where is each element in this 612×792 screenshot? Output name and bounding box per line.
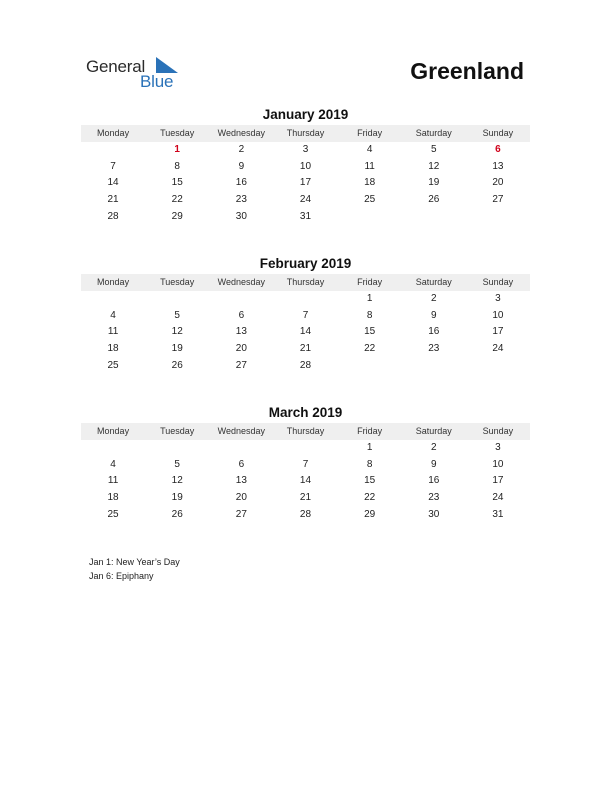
empty-day-cell (209, 440, 273, 457)
weekday-label: Friday (357, 426, 383, 436)
month-calendar-january (81, 106, 530, 225)
weekday-label: Friday (357, 277, 383, 287)
day-grid (81, 291, 530, 374)
weekday-label: Friday (357, 128, 383, 138)
holiday-notes (89, 555, 180, 583)
day-cell: 24 (299, 194, 312, 206)
empty-day-cell (402, 358, 466, 375)
empty-day-cell (145, 291, 209, 308)
empty-day-cell (402, 209, 466, 226)
day-cell: 16 (235, 177, 247, 189)
logo-triangle-icon (156, 57, 178, 73)
day-cell: 4 (110, 458, 116, 470)
day-cell: 23 (428, 492, 440, 504)
day-cell: 15 (171, 177, 183, 189)
day-cell: 7 (110, 160, 116, 172)
day-cell: 27 (235, 508, 247, 520)
weekday-label: Thursday (286, 426, 325, 436)
weekday-label: Tuesday (160, 128, 195, 138)
day-cell: 28 (299, 508, 312, 520)
day-cell: 24 (492, 343, 504, 355)
day-cell: 16 (428, 475, 440, 487)
day-cell: 15 (364, 326, 376, 338)
day-cell: 10 (492, 309, 504, 321)
day-cell: 19 (171, 343, 183, 355)
weekday-label: Saturday (415, 128, 452, 138)
weekday-label: Thursday (286, 277, 325, 287)
day-cell: 11 (107, 475, 119, 487)
day-grid (81, 142, 530, 225)
day-cell: 14 (107, 177, 119, 189)
day-cell: 22 (171, 194, 183, 206)
day-cell: 27 (235, 359, 247, 371)
month-title: February 2019 (259, 256, 352, 271)
day-cell: 21 (107, 194, 119, 206)
empty-day-cell (209, 291, 273, 308)
day-cell: 1 (366, 293, 373, 304)
day-cell: 10 (492, 458, 504, 470)
day-cell: 11 (107, 326, 119, 338)
day-cell: 7 (302, 309, 309, 321)
day-cell: 23 (235, 194, 247, 206)
day-cell: 31 (492, 508, 504, 520)
day-cell: 2 (238, 144, 245, 155)
logo-general-text: General (86, 57, 146, 76)
day-cell: 20 (235, 492, 247, 504)
day-cell: 12 (428, 160, 440, 172)
day-cell: 1 (366, 442, 373, 453)
day-cell: 3 (302, 144, 309, 155)
day-cell: 21 (299, 492, 312, 504)
day-cell: 16 (428, 326, 440, 338)
day-cell: 6 (495, 144, 501, 155)
day-cell: 30 (428, 508, 440, 520)
day-cell: 24 (492, 492, 504, 504)
logo-blue-text: Blue (140, 72, 174, 91)
empty-day-cell (81, 142, 145, 159)
day-cell: 23 (428, 343, 440, 355)
weekday-label: Sunday (482, 426, 514, 436)
weekday-label: Tuesday (160, 277, 195, 287)
day-cell: 25 (107, 508, 119, 520)
day-cell: 5 (430, 144, 437, 155)
day-cell: 4 (110, 309, 116, 321)
day-cell: 27 (492, 194, 504, 206)
day-cell: 20 (235, 343, 247, 355)
weekday-label: Wednesday (217, 426, 266, 436)
day-cell: 17 (492, 475, 504, 487)
day-cell: 8 (366, 458, 373, 470)
weekday-label: Wednesday (217, 128, 266, 138)
day-cell: 9 (430, 458, 437, 470)
day-cell: 20 (492, 177, 504, 189)
day-cell: 19 (428, 177, 440, 189)
empty-day-cell (466, 209, 530, 226)
day-cell: 22 (364, 343, 376, 355)
day-cell: 4 (366, 144, 373, 155)
day-cell: 21 (299, 343, 312, 355)
empty-day-cell (81, 291, 145, 308)
empty-day-cell (338, 209, 402, 226)
day-cell: 31 (299, 210, 312, 222)
day-cell: 2 (430, 442, 437, 453)
day-cell: 26 (171, 359, 183, 371)
day-cell: 13 (235, 326, 247, 338)
weekday-label: Tuesday (160, 426, 195, 436)
day-cell: 17 (299, 177, 312, 189)
day-cell: 13 (235, 475, 247, 487)
empty-day-cell (338, 358, 402, 375)
day-cell: 25 (107, 359, 119, 371)
day-cell: 13 (492, 160, 504, 172)
day-cell: 12 (171, 475, 183, 487)
day-cell: 9 (430, 309, 437, 321)
day-cell: 2 (430, 293, 437, 304)
weekday-label: Sunday (482, 128, 514, 138)
weekday-label: Thursday (286, 128, 325, 138)
day-grid (81, 440, 530, 523)
holiday-note: Jan 1: New Year’s Day (89, 557, 180, 567)
day-cell: 14 (299, 326, 312, 338)
day-cell: 3 (495, 293, 501, 304)
empty-day-cell (466, 358, 530, 375)
weekday-label: Saturday (415, 277, 452, 287)
day-cell: 1 (174, 144, 180, 155)
day-cell: 11 (364, 160, 375, 172)
weekday-label: Sunday (482, 277, 514, 287)
day-cell: 29 (171, 210, 183, 222)
day-cell: 22 (364, 492, 376, 504)
weekday-header (81, 274, 530, 291)
weekday-label: Monday (97, 128, 130, 138)
day-cell: 14 (299, 475, 312, 487)
weekday-label: Monday (97, 277, 130, 287)
holiday-note: Jan 6: Epiphany (89, 571, 154, 581)
day-cell: 6 (238, 309, 245, 321)
day-cell: 18 (364, 177, 376, 189)
day-cell: 8 (366, 309, 373, 321)
day-cell: 25 (364, 194, 376, 206)
day-cell: 8 (174, 160, 180, 172)
day-cell: 26 (171, 508, 183, 520)
month-calendar-march (81, 404, 530, 523)
day-cell: 15 (364, 475, 376, 487)
month-title: January 2019 (262, 107, 349, 122)
day-cell: 28 (107, 210, 119, 222)
day-cell: 18 (107, 492, 119, 504)
generalblue-logo (86, 57, 186, 91)
day-cell: 19 (171, 492, 183, 504)
day-cell: 28 (299, 359, 312, 371)
day-cell: 30 (235, 210, 247, 222)
day-cell: 17 (492, 326, 504, 338)
day-cell: 5 (174, 458, 180, 470)
day-cell: 12 (171, 326, 183, 338)
empty-day-cell (273, 440, 337, 457)
country-title: Greenland (410, 58, 524, 84)
month-calendar-february (81, 255, 530, 374)
weekday-header (81, 423, 530, 440)
day-cell: 18 (107, 343, 119, 355)
day-cell: 7 (302, 458, 309, 470)
weekday-header (81, 125, 530, 142)
empty-day-cell (81, 440, 145, 457)
day-cell: 29 (364, 508, 376, 520)
day-cell: 5 (174, 309, 180, 321)
day-cell: 26 (428, 194, 440, 206)
month-title: March 2019 (268, 405, 343, 420)
weekday-label: Saturday (415, 426, 452, 436)
empty-day-cell (273, 291, 337, 308)
day-cell: 6 (238, 458, 245, 470)
day-cell: 10 (299, 160, 312, 172)
day-cell: 9 (238, 160, 245, 172)
weekday-label: Wednesday (217, 277, 266, 287)
weekday-label: Monday (97, 426, 130, 436)
empty-day-cell (145, 440, 209, 457)
day-cell: 3 (495, 442, 501, 453)
